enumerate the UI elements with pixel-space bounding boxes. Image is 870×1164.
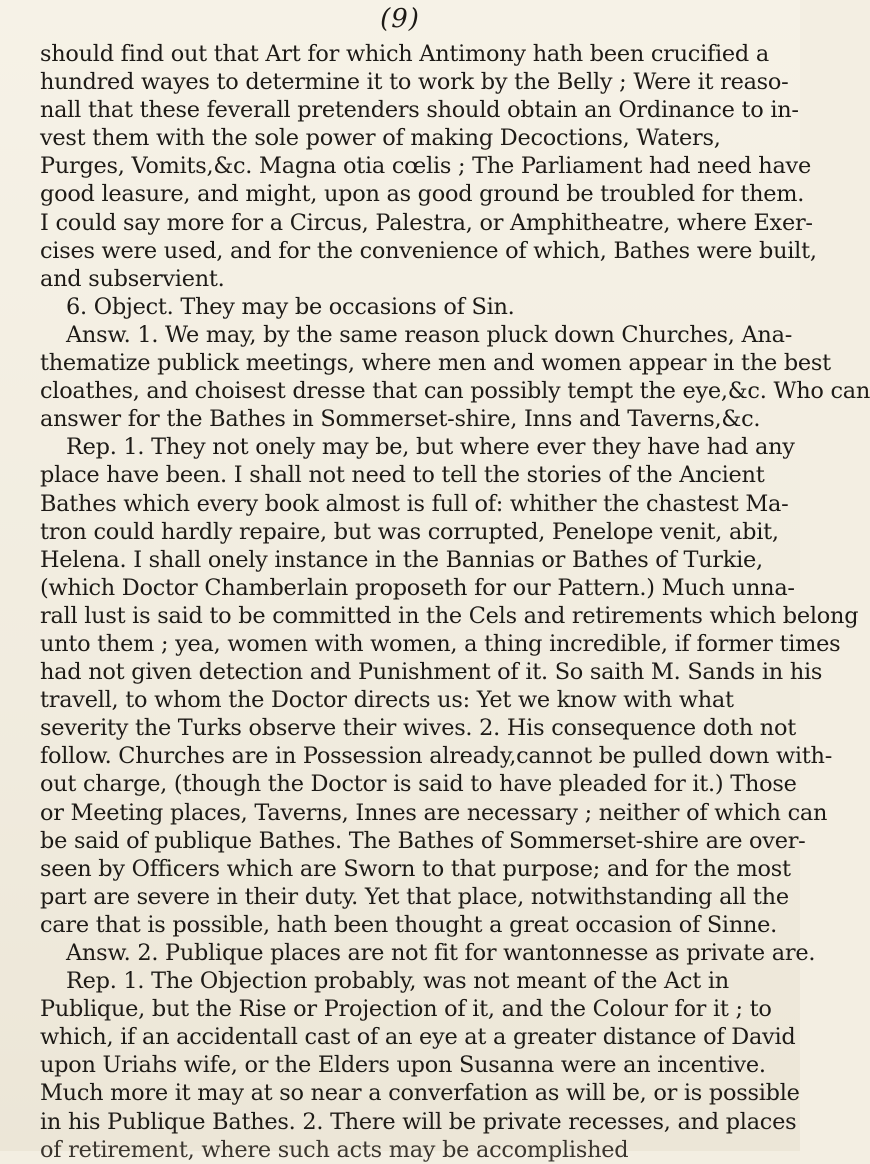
text-line: Much more it may at so near a converfation as will be, or is possible	[40, 1080, 800, 1107]
text-line: Answ. 1. We may, by the same reason pluck down Churches, Ana-	[66, 321, 793, 348]
text-line: which, if an accidentall cast of an eye at a greater distance of David	[40, 1024, 796, 1051]
text-line: Bathes which every book almost is full of: whither the chastest Ma-	[40, 490, 789, 517]
text-line: nall that these feverall pretenders should obtain an Ordinance to in-	[40, 97, 799, 124]
text-line: cises were used, and for the convenience of which, Bathes were built,	[40, 237, 817, 264]
text-line: (which Doctor Chamberlain proposeth for our Pattern.) Much unna-	[40, 574, 795, 601]
text-line: hundred wayes to determine it to work by the Belly ; Were it reaso-	[40, 69, 789, 96]
text-line: cloathes, and choisest dresse that can possibly tempt the eye,&c. Who can	[40, 378, 870, 405]
text-line: severity the Turks observe their wives. 2. His consequence doth not	[40, 715, 796, 742]
text-line: Answ. 2. Publique places are not fit for wantonnesse as private are.	[66, 940, 816, 966]
text-line: seen by Officers which are Sworn to that purpose; and for the most	[40, 855, 791, 882]
text-line: Helena. I shall onely instance in the Bannias or Bathes of Turkie,	[40, 546, 763, 573]
text-line: tron could hardly repaire, but was corrupted, Penelope venit, abit,	[40, 518, 779, 545]
text-line: vest them with the sole power of making Decoctions, Waters,	[40, 125, 721, 152]
text-line: Rep. 1. They not onely may be, but where ever they have had any	[66, 434, 795, 461]
text-line: Publique, but the Rise or Projection of it, and the Colour for it ; to	[40, 996, 772, 1023]
text-line: part are severe in their duty. Yet that place, notwithstanding all the	[40, 883, 789, 910]
text-line: Rep. 1. The Objection probably, was not meant of the Act in	[66, 968, 729, 995]
text-line: rall lust is said to be committed in the Cels and retirements which belong	[40, 602, 859, 629]
text-line: 6. Object. They may be occasions of Sin.	[66, 293, 515, 320]
text-line: I could say more for a Circus, Palestra, or Amphitheatre, where Exer-	[40, 209, 813, 236]
text-line: Purges, Vomits,&c. Magna otia cœlis ; The Parliament had need have	[40, 153, 811, 180]
text-line: in his Publique Bathes. 2. There will be private recesses, and places	[40, 1108, 797, 1135]
page-number: (9)	[380, 4, 420, 34]
page-text-body	[40, 40, 870, 1164]
text-line: and subservient.	[40, 265, 225, 292]
text-line: out charge, (though the Doctor is said to have pleaded for it.) Those	[40, 771, 797, 798]
text-line: of retirement, where such acts may be accomplished	[40, 1136, 629, 1163]
text-line: be said of publique Bathes. The Bathes of Sommerset-shire are over-	[40, 827, 806, 854]
text-line: upon Uriahs wife, or the Elders upon Susanna were an incentive.	[40, 1052, 766, 1079]
text-line: follow. Churches are in Possession already,cannot be pulled down with-	[40, 743, 833, 770]
text-line: unto them ; yea, women with women, a thing incredible, if former times	[40, 630, 841, 657]
text-line: good leasure, and might, upon as good ground be troubled for them.	[40, 181, 805, 208]
text-line: care that is possible, hath been thought a great occasion of Sinne.	[40, 911, 778, 938]
text-line: or Meeting places, Taverns, Innes are necessary ; neither of which can	[40, 799, 828, 826]
text-line: had not given detection and Punishment of it. So saith M. Sands in his	[40, 659, 823, 686]
text-line: should find out that Art for which Antimony hath been crucified a	[40, 41, 769, 67]
text-line: answer for the Bathes in Sommerset-shire, Inns and Taverns,&c.	[40, 406, 761, 433]
text-line: travell, to whom the Doctor directs us: Yet we know with what	[40, 687, 734, 714]
text-line: thematize publick meetings, where men and women appear in the best	[40, 350, 831, 377]
text-line: place have been. I shall not need to tell the stories of the Ancient	[40, 462, 765, 489]
